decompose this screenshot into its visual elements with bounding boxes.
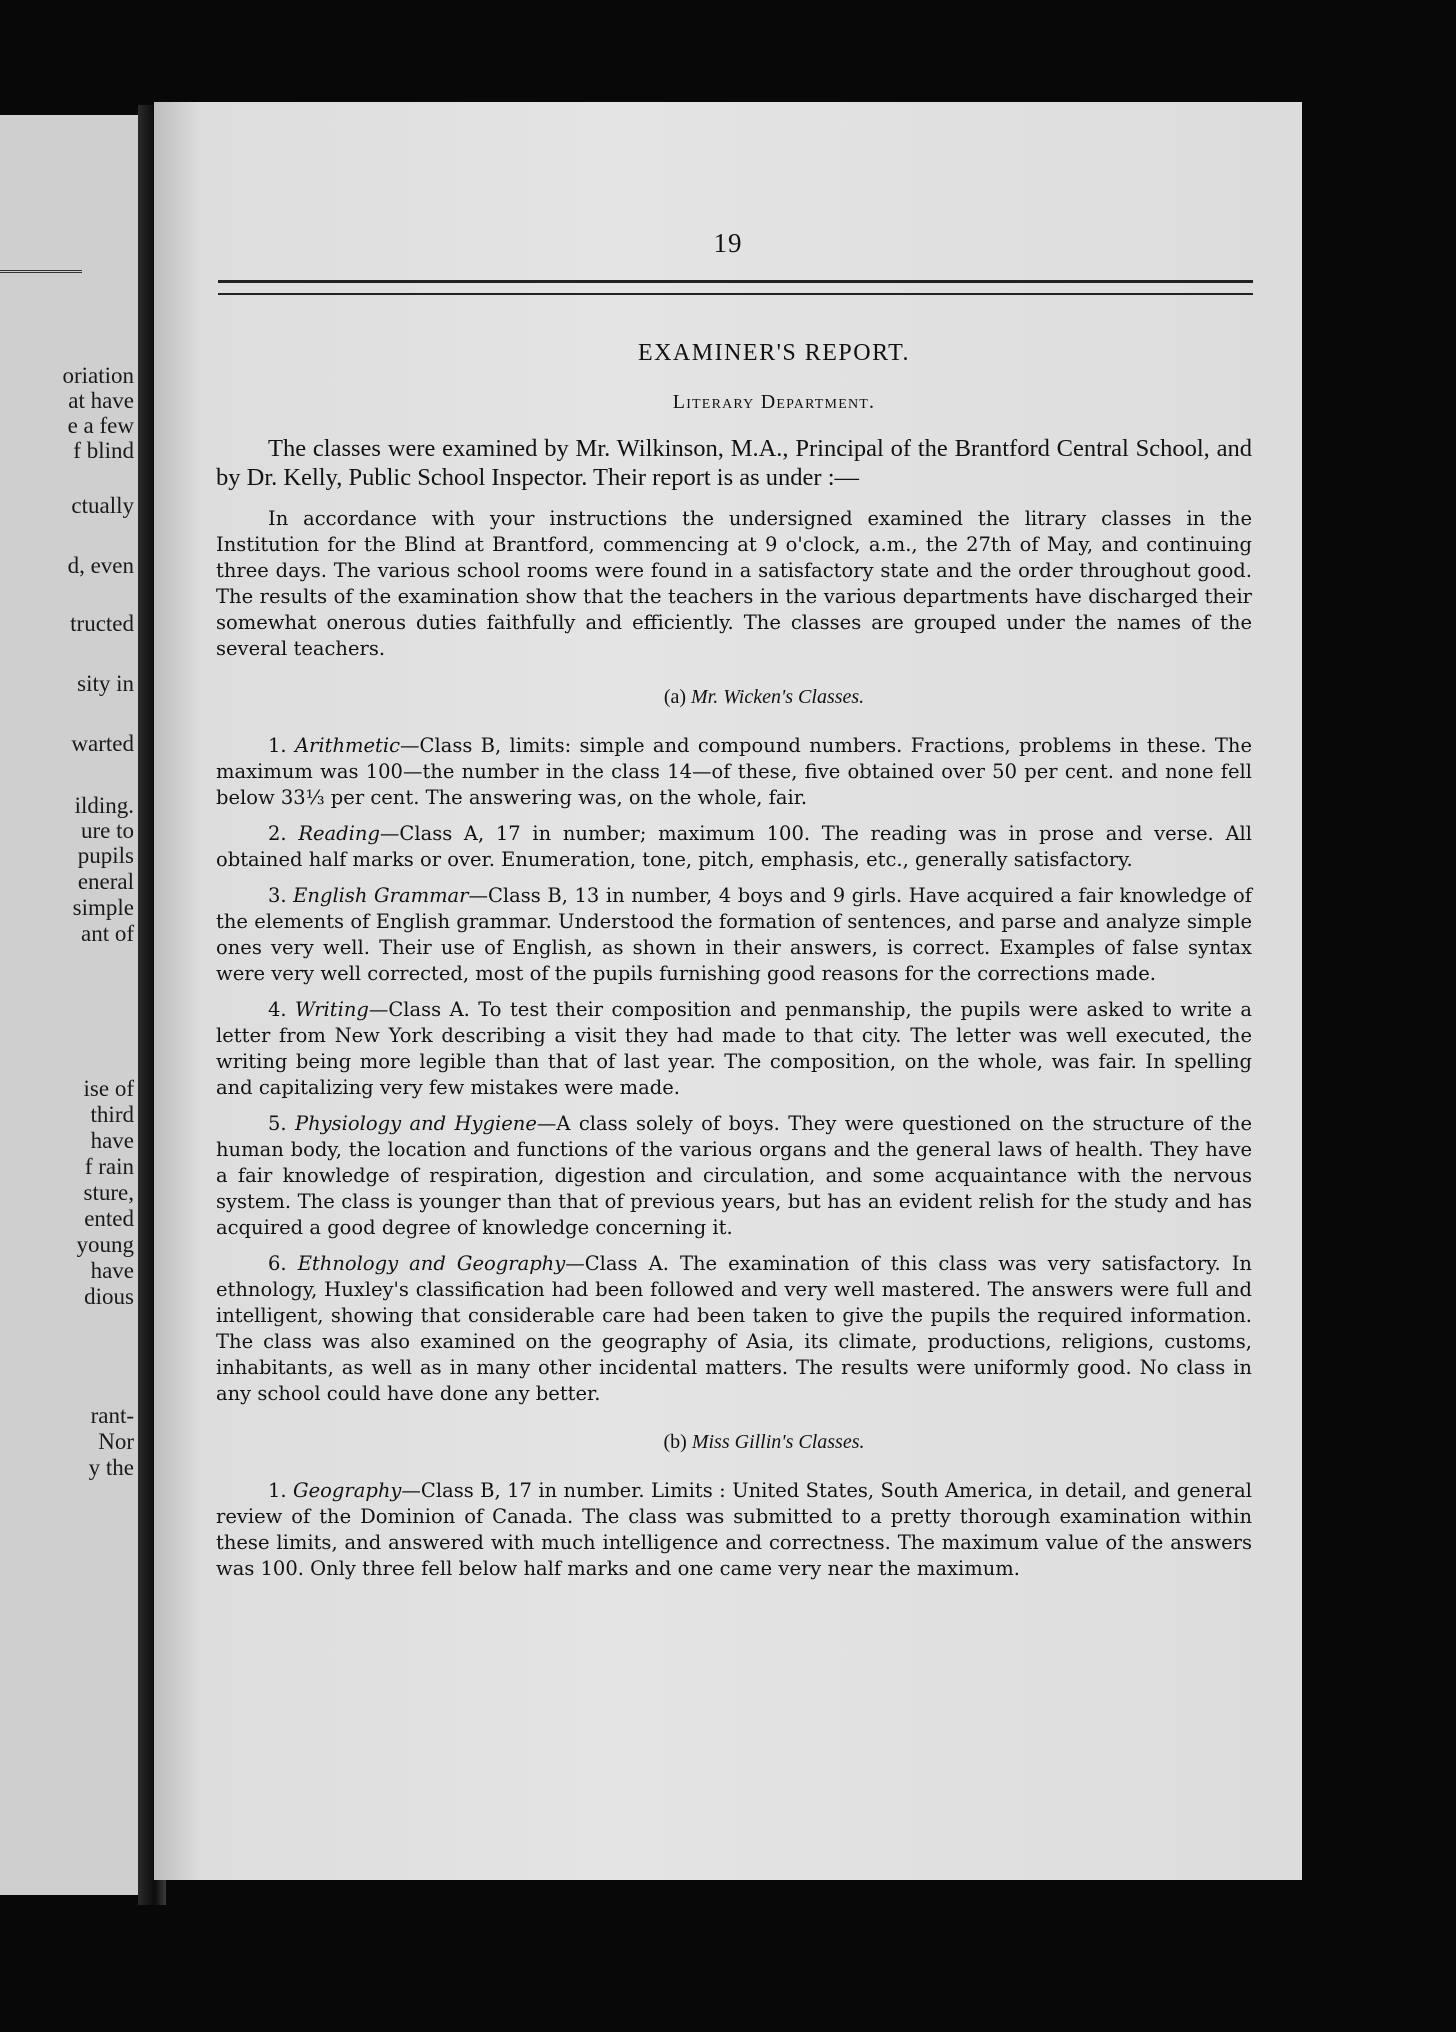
section-b-item: [216, 1478, 1252, 1582]
section-b-label: (b): [663, 1431, 687, 1453]
margin-fragment: ilding.: [74, 793, 134, 818]
item-subject: Writing: [295, 998, 369, 1021]
section-a-heading: [216, 686, 1252, 709]
item-text: —Class A, 17 in number; maximum 100. The reading was in prose and verse. All obtained half marks or over. Enumeration, tone, pitch, emphasis, etc., generally satisfactory.: [216, 822, 1252, 871]
margin-fragment: at have: [68, 388, 134, 413]
section-a-item: [216, 1251, 1252, 1407]
report-title: EXAMINER'S REPORT.: [637, 340, 911, 366]
intro-paragraph: The classes were examined by Mr. Wilkinson, M.A., Principal of the Brantford Central School, and by Dr. Kelly, Public School Inspector. Their report is as under :—: [216, 435, 1252, 491]
margin-fragment: y the: [88, 1455, 134, 1480]
margin-fragment: ise of: [83, 1076, 134, 1101]
item-number: 2.: [268, 822, 287, 845]
margin-fragment: rant-: [90, 1403, 134, 1428]
accordance-paragraph: In accordance with your instructions the undersigned examined the litrary classes in the Institution for the Blind at Brantford, commencing at 9 o'clock, a.m., the 27th of May, and continuing three days. The various school rooms were found in a satisfactory state and the order throughout good. The results of the examination show that the teachers in the various departments have discharged their somewhat onerous duties faithfully and efficiently. The classes are grouped under the names of the several teachers.: [216, 507, 1252, 660]
left-page-rule: [0, 270, 82, 273]
item-number: 4.: [268, 998, 287, 1021]
page-content: [216, 340, 1252, 1592]
item-text: —Class B, 17 in number. Limits : United States, South America, in detail, and general review of the Dominion of Canada. The class was submitted to a pretty thorough examination within these limits, and answered with much intelligence and correctness. The maximum value of the answers was 100. Only three fell below half marks and one came very near the maximum.: [216, 1479, 1253, 1580]
margin-fragment: sture,: [83, 1180, 134, 1205]
margin-fragment: pupils: [77, 843, 134, 868]
item-subject: English Grammar: [293, 884, 469, 907]
item-subject: Geography: [293, 1479, 402, 1502]
left-facing-page: [0, 115, 138, 1895]
margin-fragment: tructed: [70, 611, 134, 636]
margin-fragment: sity in: [77, 671, 134, 696]
margin-fragment: ure to: [80, 818, 134, 843]
margin-fragment: have: [90, 1128, 134, 1153]
margin-fragment: young: [76, 1232, 134, 1257]
section-a-items: [216, 733, 1252, 1407]
item-text: —Class B, 13 in number, 4 boys and 9 girls. Have acquired a fair knowledge of the elements of English grammar. Understood the formation of sentences, and parse and analyze simple ones very well. Their use of English, as shown in their answers, is correct. Examples of false syntax were very well corrected, most of the pupils furnishing good reasons for the corrections made.: [216, 884, 1253, 985]
margin-fragment: dious: [84, 1284, 134, 1309]
section-b-title: Miss Gillin's Classes.: [691, 1431, 865, 1453]
page-number: 19: [713, 228, 743, 258]
section-a-item: [216, 1111, 1252, 1241]
margin-fragment: ented: [84, 1206, 134, 1231]
margin-fragment: f rain: [84, 1154, 134, 1179]
item-number: 1.: [268, 1479, 287, 1502]
margin-fragment: ant of: [80, 921, 134, 946]
header-double-rule: [218, 280, 1253, 295]
margin-fragment: simple: [72, 895, 134, 920]
item-subject: Reading: [298, 822, 380, 845]
margin-fragment: eneral: [77, 869, 134, 894]
margin-fragment: e a few: [67, 413, 134, 438]
section-a-item: [216, 997, 1252, 1101]
section-a-title: Mr. Wicken's Classes.: [691, 686, 865, 708]
item-text: —Class B, limits: simple and compound numbers. Fractions, problems in these. The maximum was 100—the number in the class 14—of these, five obtained over 50 per cent. and none fell below 33⅓ per cent. The answering was, on the whole, fair.: [216, 734, 1252, 809]
department-title: Literary Department.: [672, 391, 876, 413]
item-text: —Class A. The examination of this class was very satisfactory. In ethnology, Huxley's classification had been followed and very well mastered. The answers were full and intelligent, showing that considerable care had been taken to give the pupils the required information. The class was also examined on the geography of Asia, its climate, productions, religions, customs, inhabitants, as well as in many other incidental matters. The results were uniformly good. No class in any school could have done any better.: [216, 1252, 1252, 1405]
section-b-heading: [216, 1431, 1252, 1454]
section-a-item: [216, 821, 1252, 873]
item-text: —A class solely of boys. They were questioned on the structure of the human body, the location and functions of the various organs and the general laws of health. They have a fair knowledge of respiration, digestion and circulation, and some acquaintance with the nervous system. The class is younger than that of previous years, but has an evident relish for the study and has acquired a good degree of knowledge concerning it.: [216, 1112, 1252, 1239]
item-subject: Physiology and Hygiene: [294, 1112, 537, 1135]
margin-fragment: f blind: [73, 438, 134, 463]
margin-fragment: have: [90, 1258, 134, 1283]
section-a-label: (a): [663, 686, 687, 708]
margin-fragment: third: [90, 1102, 134, 1127]
item-subject: Arithmetic: [294, 734, 401, 757]
section-a-item: [216, 883, 1252, 987]
margin-fragment: oriation: [62, 363, 134, 388]
margin-fragment: d, even: [67, 553, 134, 578]
item-number: 5.: [268, 1112, 287, 1135]
item-number: 1.: [268, 734, 287, 757]
margin-fragment: warted: [71, 731, 134, 756]
section-a-item: [216, 733, 1252, 811]
margin-fragment: ctually: [71, 493, 134, 518]
margin-fragment: Nor: [98, 1429, 134, 1454]
item-text: —Class A. To test their composition and penmanship, the pupils were asked to write a letter from New York describing a visit they had made to that city. The letter was well executed, the writing being more legible than that of last year. The composition, on the whole, was fair. In spelling and capitalizing very few mistakes were made.: [216, 998, 1252, 1099]
document-page: [154, 102, 1302, 1880]
item-number: 6.: [268, 1252, 287, 1275]
item-subject: Ethnology and Geography: [297, 1252, 566, 1275]
item-number: 3.: [268, 884, 287, 907]
section-b-items: [216, 1478, 1252, 1582]
